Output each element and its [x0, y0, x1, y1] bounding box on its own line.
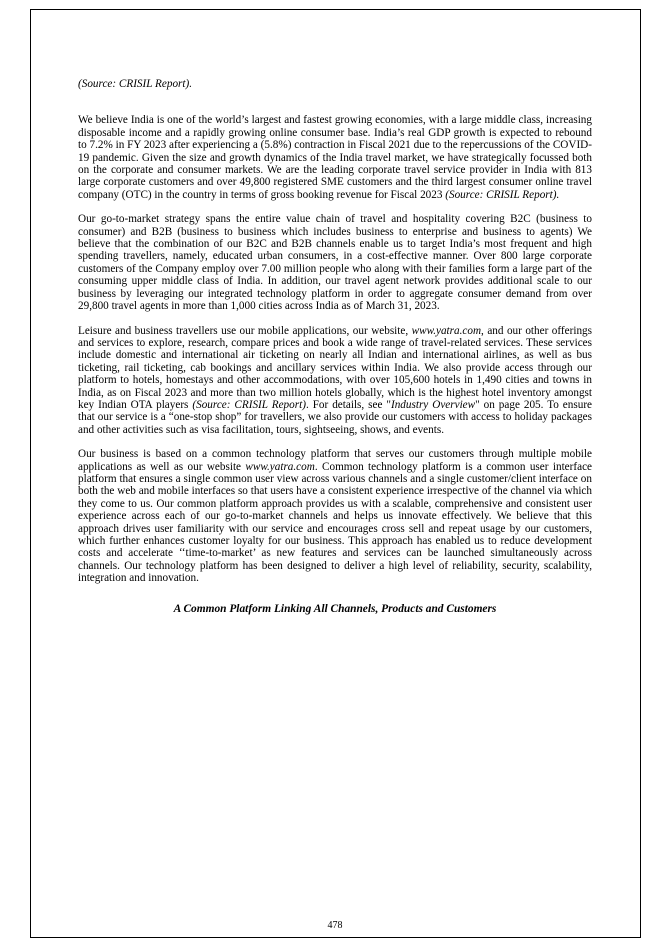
text-segment: Our business is based on a common technology platform that serves our customers through multiple mobile applications as well as our website [78, 448, 592, 473]
text-segment: Industry Overview [390, 398, 476, 411]
text-segment: We believe India is one of the world’s largest and fastest growing economies, with a large middle class, increasing disposable income and a rapidly growing online consumer base. India’s real GDP growth is expected to rebound to 7.2% in FY 2023 after experiencing a (5.8%) contraction in Fiscal 2021 due to the repercussions of the COVID-19 pandemic. Given the size and growth dynamics of the India travel market, we have strategically focussed both on the corporate and consumer markets. We are the leading corporate travel service provider in India with 813 large corporate customers and over 49,800 registered SME customers and the third largest consumer online travel company (OTC) in the country in terms of gross booking revenue for Fiscal 2023 [78, 114, 592, 201]
text-segment: , and our other offerings and services to explore, research, compare prices and book a wide range of travel-related services. These services include domestic and international air ticketing on nearly all Indian and international airlines, as well as bus ticketing, rail ticketing, cab bookings and ancillary services within India. We also provide access through our platform to hotels, homestays and other accommodations, with over 105,600 hotels in 1,490 cities and towns in India, as on Fiscal 2023 and more than two million hotels globally, which is the highest hotel inventory amongst key Indian OTA players [78, 324, 592, 411]
text-segment: (Source: CRISIL Report). [78, 78, 193, 90]
text-segment: " on page 205. To ensure that our service is a “one-stop shop” for travellers, we also provide our customers with access to holiday packages and other activities such as visa facilitation, tours, sightseeing, shows, and events. [78, 398, 593, 436]
paragraph-services-offerings [78, 325, 592, 437]
page-content [78, 78, 592, 615]
text-segment: www.yatra.com [245, 460, 315, 473]
text-segment: Leisure and business travellers use our mobile applications, our website, [78, 324, 412, 337]
text-segment: . For details, see " [305, 398, 391, 411]
paragraph-go-to-market-strategy [78, 213, 592, 312]
text-segment: www.yatra.com [411, 324, 482, 337]
text-segment: (Source: CRISIL Report) [192, 398, 306, 411]
section-heading: A Common Platform Linking All Channels, Products and Customers [173, 602, 497, 615]
text-segment: . Common technology platform is a common user interface platform that ensures a single common user view across various channels and a single customer/client interface on both the web and mobile interfaces so that users have a consistent experience irrespective of the channel via which they come to us. Our common platform approach provides us with a scalable, comprehensive and consistent user experience across each of our go-to-market channels and helps us innovate effectively. We believe that this approach drives user familiarity with our service and encourages cross sell and repeat usage by our customers, which further enhances customer loyalty for our business. This approach has enabled us to reduce development costs and accelerate ‘‘time-to-market’ as new features and services can be launched simultaneously across channels. Our technology platform has been designed to deliver a high level of reliability, security, scalability, integration and innovation. [78, 460, 592, 585]
page-number: 478 [327, 920, 343, 931]
paragraph-economy-overview [78, 114, 592, 201]
text-segment: Our go-to-market strategy spans the entire value chain of travel and hospitality covering B2C (business to consumer) and B2B (business to business which includes business to enterprise and business to agents) We believe that the combination of our B2C and B2B channels enable us to target India’s most frequent and high spending travellers, namely, educated urban consumers, in a cost-effective manner. Over 800 large corporate customers of the Company employ over 7.00 million people who along with their families form a large part of the consuming upper middle class of India. In addition, our travel agent network provides additional scale to our business by leveraging our integrated technology platform in order to aggregate consumer demand from over 29,800 travel agents in more than 1,000 cities across India as of March 31, 2023. [78, 213, 592, 313]
paragraph-technology-platform [78, 448, 592, 584]
text-segment: (Source: CRISIL Report). [445, 188, 560, 201]
source-note [78, 78, 592, 90]
